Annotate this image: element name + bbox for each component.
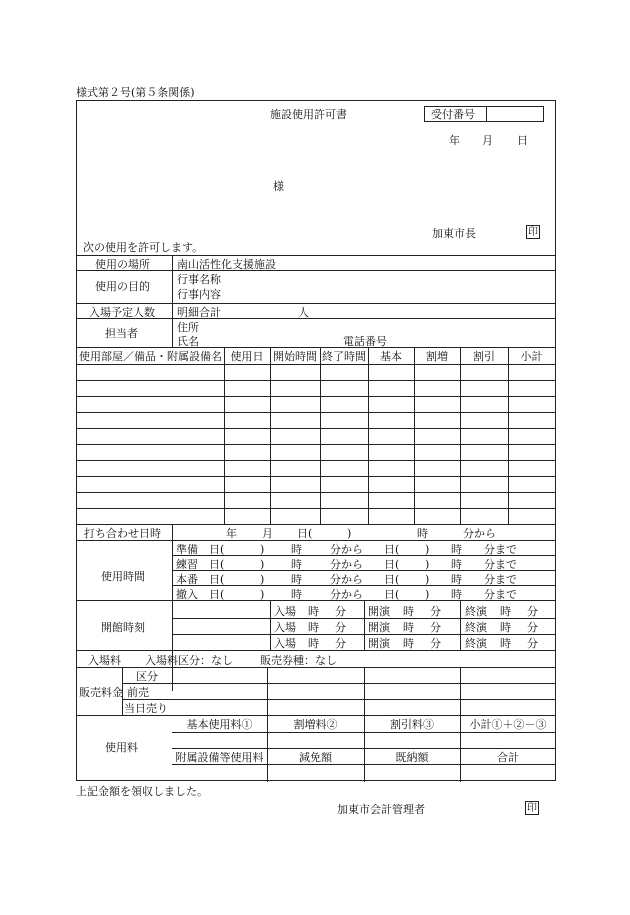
prep-hour2: 時: [451, 543, 462, 556]
col-date: 使用日: [230, 350, 264, 363]
enter-hour-1: 時: [308, 605, 319, 618]
col-discount: 割引: [473, 350, 495, 363]
prep-hour: 時: [291, 543, 302, 556]
open-min-3: 分: [430, 637, 441, 650]
addressee-suffix: 様: [273, 180, 284, 193]
tear-hour2: 時: [451, 588, 462, 601]
fee-total: 合計: [497, 751, 519, 764]
perf-from: 分から: [330, 573, 363, 586]
received-statement: 上記金額を領収しました。: [76, 785, 208, 798]
enter-min-3: 分: [335, 637, 346, 650]
perf-paren: ): [260, 573, 265, 586]
end-2: 終演: [465, 621, 487, 634]
contact-name-label: 氏名: [177, 335, 199, 348]
perf-hour: 時: [291, 573, 302, 586]
issue-day: 日: [517, 134, 528, 147]
mayor-seal-mark: 印: [528, 227, 538, 238]
accountant-name: 加東市会計管理者: [337, 803, 425, 816]
place-label: 使用の場所: [95, 258, 150, 271]
tear-hour: 時: [291, 588, 302, 601]
fee-subtotal: 小計①＋②－③: [469, 718, 547, 731]
open-hour-1: 時: [403, 605, 414, 618]
admission-label: 入場料: [88, 654, 121, 667]
form-number-label: 様式第２号(第５条関係): [76, 86, 195, 99]
perf-paren2: ): [425, 573, 430, 586]
reh-paren: ): [260, 558, 265, 571]
fee-surcharge: 割増料②: [293, 718, 338, 731]
perf-until: 分まで: [484, 573, 517, 586]
prep-paren: ): [260, 543, 265, 556]
perf-day2: 日(: [384, 573, 400, 586]
open-hour-3: 時: [403, 637, 414, 650]
reh-until: 分まで: [484, 558, 517, 571]
meeting-from: 分から: [463, 527, 496, 540]
usage-teardown: 撤入: [176, 588, 198, 601]
end-hour-1: 時: [500, 605, 511, 618]
ticket-type: 販売券種：なし: [260, 654, 337, 667]
issuer-name: 加東市長: [432, 227, 476, 240]
perf-day: 日(: [209, 573, 225, 586]
attendance-unit: 人: [298, 306, 309, 319]
tear-paren2: ): [425, 588, 430, 601]
tear-paren: ): [260, 588, 265, 601]
enter-1: 入場: [274, 605, 296, 618]
enter-min-1: 分: [335, 605, 346, 618]
event-content-label: 行事内容: [177, 288, 221, 301]
enter-2: 入場: [274, 621, 296, 634]
prep-paren2: ): [425, 543, 430, 556]
end-hour-3: 時: [500, 637, 511, 650]
contact-phone-label: 電話番号: [343, 335, 387, 348]
tear-day: 日(: [209, 588, 225, 601]
reh-hour: 時: [291, 558, 302, 571]
reh-day: 日(: [209, 558, 225, 571]
reh-day2: 日(: [384, 558, 400, 571]
prep-day2: 日(: [384, 543, 400, 556]
end-min-1: 分: [527, 605, 538, 618]
place-value: 南山活性化支援施設: [177, 258, 276, 271]
tear-until: 分まで: [484, 588, 517, 601]
meeting-hour: 時: [417, 527, 428, 540]
meeting-label: 打ち合わせ日時: [84, 527, 161, 540]
open-hour-2: 時: [403, 621, 414, 634]
enter-min-2: 分: [335, 621, 346, 634]
end-min-3: 分: [527, 637, 538, 650]
fee-paid: 既納額: [395, 751, 429, 764]
usage-prep: 準備: [176, 543, 198, 556]
open-min-2: 分: [430, 621, 441, 634]
fee-exemption: 減免額: [299, 751, 332, 764]
col-basic: 基本: [380, 350, 402, 363]
meeting-paren: ): [347, 527, 352, 540]
sales-label: 販売料金: [79, 686, 123, 699]
end-min-2: 分: [527, 621, 538, 634]
reh-hour2: 時: [451, 558, 462, 571]
open-3: 開演: [368, 637, 390, 650]
tear-from: 分から: [330, 588, 363, 601]
meeting-month: 月: [262, 527, 273, 540]
tear-day2: 日(: [384, 588, 400, 601]
end-hour-2: 時: [500, 621, 511, 634]
fee-basic: 基本使用料①: [186, 718, 253, 731]
col-room: 使用部屋／備品・附属設備名: [79, 350, 222, 363]
col-end: 終了時間: [322, 350, 366, 363]
enter-hour-3: 時: [308, 637, 319, 650]
usage-time-label: 使用時間: [101, 570, 145, 583]
meeting-day: 日(: [297, 527, 313, 540]
purpose-label: 使用の目的: [95, 280, 150, 293]
col-surcharge: 割増: [426, 350, 448, 363]
attendance-label: 入場予定人数: [89, 306, 155, 319]
meeting-year: 年: [226, 527, 237, 540]
contact-label: 担当者: [105, 327, 138, 340]
opening-label: 開館時刻: [101, 621, 145, 634]
enter-3: 入場: [274, 637, 296, 650]
issue-year: 年: [449, 134, 460, 147]
usage-performance: 本番: [176, 573, 198, 586]
col-subtotal: 小計: [520, 350, 543, 363]
receipt-number-label: 受付番号: [431, 108, 475, 121]
attendance-breakdown: 明細合計: [177, 306, 221, 319]
fee-discount: 割引料③: [390, 718, 434, 731]
reh-from: 分から: [330, 558, 363, 571]
end-3: 終演: [465, 637, 487, 650]
col-start: 開始時間: [273, 350, 317, 363]
permit-form: [76, 100, 556, 781]
prep-from: 分から: [330, 543, 363, 556]
prep-day: 日(: [209, 543, 225, 556]
permit-statement: 次の使用を許可します。: [83, 241, 204, 254]
prep-until: 分まで: [484, 543, 517, 556]
event-name-label: 行事名称: [177, 273, 221, 286]
reh-paren2: ): [425, 558, 430, 571]
fee-label: 使用料: [105, 741, 138, 754]
sales-same-day: 当日売り: [124, 702, 168, 715]
fee-equipment: 附属設備等使用料: [175, 751, 264, 764]
accountant-seal-mark: 印: [527, 803, 537, 814]
usage-rehearsal: 練習: [176, 558, 198, 571]
end-1: 終演: [465, 605, 487, 618]
open-1: 開演: [368, 605, 390, 618]
open-min-1: 分: [430, 605, 441, 618]
sales-category: 区分: [136, 670, 158, 683]
form-title: 施設使用許可書: [270, 108, 347, 121]
contact-address-label: 住所: [177, 321, 199, 334]
perf-hour2: 時: [451, 573, 462, 586]
open-2: 開演: [368, 621, 390, 634]
admission-category: 入場料区分：なし: [145, 654, 233, 667]
issue-month: 月: [482, 134, 493, 147]
sales-advance: 前売: [127, 686, 149, 699]
enter-hour-2: 時: [308, 621, 319, 634]
